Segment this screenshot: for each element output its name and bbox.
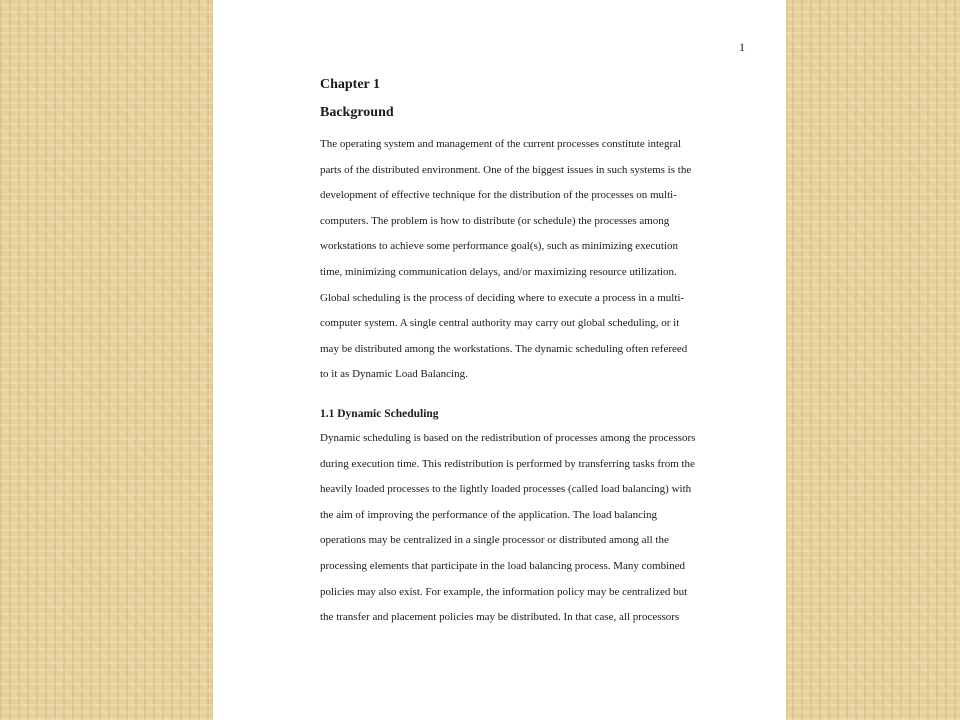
text-line: The operating system and management of the current processes constitute integral <box>320 138 682 150</box>
text-line: computer system. A single central authority may carry out global scheduling, or it <box>320 317 680 330</box>
text-line: Dynamic scheduling is based on the redistribution of processes among the processors <box>320 431 696 444</box>
text-line: development of effective technique for the distribution of the processes on multi- <box>320 189 677 202</box>
section-paragraph <box>320 426 715 631</box>
text-line: the transfer and placement policies may be distributed. In that case, all processors <box>320 611 680 624</box>
chapter-title: Background <box>320 105 394 120</box>
document-page <box>213 0 786 720</box>
text-line: heavily loaded processes to the lightly loaded processes (called load balancing) with <box>320 483 692 496</box>
text-line: Global scheduling is the process of deciding where to execute a process in a multi- <box>320 291 685 304</box>
chapter-label: Chapter 1 <box>320 77 381 92</box>
text-line: processing elements that participate in the load balancing process. Many combined <box>320 559 686 572</box>
text-line: policies may also exist. For example, the information policy may be centralized but <box>320 585 688 598</box>
text-line: during execution time. This redistribution is performed by transferring tasks from the <box>320 457 695 470</box>
section-heading: 1.1 Dynamic Scheduling <box>320 407 439 420</box>
page-content <box>320 70 715 631</box>
text-line: the aim of improving the performance of the application. The load balancing <box>320 508 658 521</box>
text-line: operations may be centralized in a single processor or distributed among all the <box>320 534 669 547</box>
text-line: may be distributed among the workstations. The dynamic scheduling often refereed <box>320 342 688 355</box>
text-line: workstations to achieve some performance goal(s), such as minimizing execution <box>320 240 679 253</box>
page-number: 1 <box>739 40 745 54</box>
text-line: parts of the distributed environment. One of the biggest issues in such systems is the <box>320 163 692 176</box>
text-line: time, minimizing communication delays, and/or maximizing resource utilization. <box>320 265 677 278</box>
text-line: to it as Dynamic Load Balancing. <box>320 368 468 381</box>
intro-paragraph <box>320 132 715 388</box>
text-line: computers. The problem is how to distribute (or schedule) the processes among <box>320 214 670 227</box>
